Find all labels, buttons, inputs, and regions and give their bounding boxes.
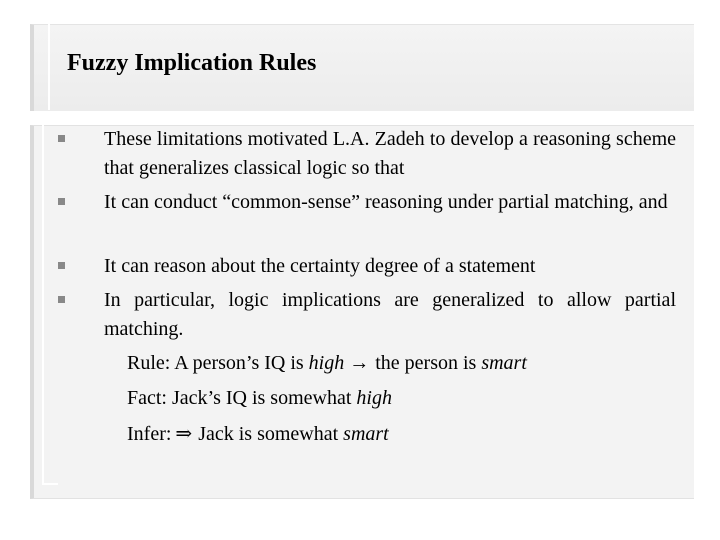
infer-text: Jack is somewhat — [198, 423, 344, 445]
rule-consequent-prefix: the person is — [375, 352, 482, 374]
bullet-item: It can reason about the certainty degree of a statement — [104, 255, 536, 277]
bullet-square-icon — [58, 262, 65, 269]
bullet-item: In particular, logic implications are generalized to allow partial matching. — [104, 289, 676, 340]
infer-line — [127, 420, 389, 449]
rule-consequent: smart — [481, 352, 527, 374]
right-arrow-icon: → — [349, 352, 370, 374]
slide-title: Fuzzy Implication Rules — [67, 50, 317, 76]
rule-prefix: Rule: A person’s IQ is — [127, 352, 309, 374]
bullet-item: These limitations motivated L.A. Zadeh to develop a reasoning scheme that generalizes classical logic so that — [104, 128, 676, 179]
content-frame-inner-line — [42, 125, 58, 485]
rule-antecedent: high — [308, 352, 345, 374]
bullet-square-icon — [58, 296, 65, 303]
bullet-item: It can conduct “common-sense” reasoning under partial matching, and — [104, 191, 668, 213]
fact-value: high — [356, 387, 392, 409]
fact-prefix: Fact: Jack’s IQ is somewhat — [127, 387, 357, 409]
infer-value: smart — [343, 423, 389, 445]
bullet-square-icon — [58, 135, 65, 142]
bullet-square-icon — [58, 198, 65, 205]
rule-line — [127, 349, 527, 378]
title-frame-inner-line — [48, 24, 58, 110]
infer-prefix: Infer: — [127, 423, 172, 445]
fact-line — [127, 384, 392, 413]
implies-arrow-icon: ⇒ — [175, 423, 193, 445]
